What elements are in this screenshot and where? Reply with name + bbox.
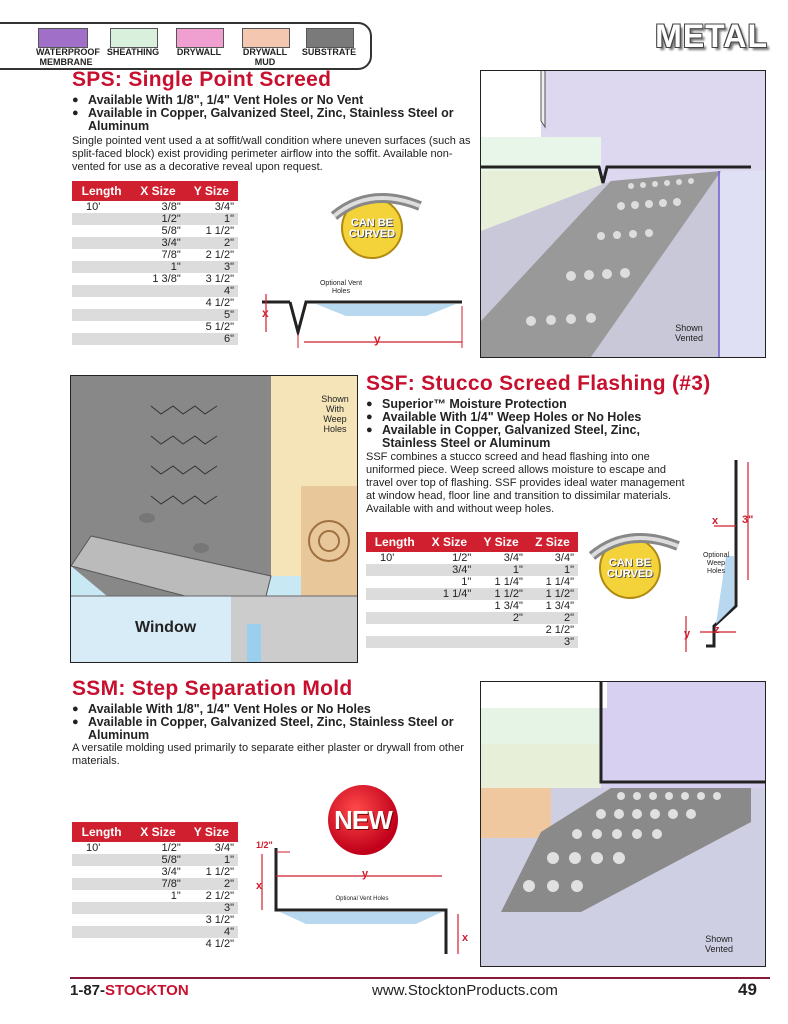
table-row bbox=[366, 552, 578, 564]
column-header: X Size bbox=[423, 532, 475, 552]
table-cell bbox=[131, 297, 185, 309]
table-row bbox=[72, 866, 238, 878]
page-number: 49 bbox=[738, 980, 757, 999]
table-cell: 1 1/2" bbox=[205, 866, 234, 878]
table-cell: 1 1/4" bbox=[545, 576, 574, 588]
footer-phone-prefix: 1-87- bbox=[70, 982, 106, 999]
table-row bbox=[72, 914, 238, 926]
footer-phone-word: STOCKTON bbox=[105, 982, 189, 999]
ssf-height-label: 3" bbox=[742, 514, 754, 526]
table-cell: 1" bbox=[131, 261, 185, 273]
table-cell bbox=[366, 636, 423, 648]
table-row bbox=[72, 321, 238, 333]
table-cell: 3/4" bbox=[503, 552, 523, 564]
table-cell bbox=[72, 285, 131, 297]
table-cell bbox=[72, 866, 131, 878]
ssf-photo-caption: Shown With Weep Holes bbox=[321, 394, 349, 434]
table-cell bbox=[366, 564, 423, 576]
table-cell bbox=[72, 333, 131, 345]
table-cell bbox=[72, 878, 131, 890]
ssf-y-label: y bbox=[684, 628, 691, 640]
table-row bbox=[72, 213, 238, 225]
table-cell bbox=[366, 588, 423, 600]
ssf-window-label: Window bbox=[135, 619, 197, 636]
can-be-curved-label: CAN BE CURVED bbox=[606, 557, 654, 580]
legend-swatch-waterproof bbox=[38, 28, 88, 48]
ssm-bullets bbox=[72, 703, 472, 742]
table-row bbox=[72, 842, 238, 854]
table-row bbox=[72, 938, 238, 950]
table-cell: 2" bbox=[527, 612, 578, 624]
table-cell: 2 1/2" bbox=[545, 624, 574, 636]
ssm-vent-label: Optional Vent Holes bbox=[335, 896, 389, 902]
table-cell: 1" bbox=[185, 854, 238, 866]
table-row bbox=[72, 878, 238, 890]
table-cell: 3/4" bbox=[214, 842, 234, 854]
legend-swatch-drywall bbox=[176, 28, 224, 48]
table-cell: 1 1/2" bbox=[475, 588, 527, 600]
sps-spec-table bbox=[72, 181, 238, 345]
table-cell: 3/4" bbox=[161, 866, 181, 878]
table-cell bbox=[72, 938, 131, 950]
table-row bbox=[366, 612, 578, 624]
table-cell bbox=[475, 636, 527, 648]
table-row bbox=[366, 624, 578, 636]
table-cell: 3/4" bbox=[214, 201, 234, 213]
ssm-spec-table bbox=[72, 822, 238, 950]
table-cell: 2 1/2" bbox=[205, 890, 234, 902]
column-header: Z Size bbox=[527, 532, 578, 552]
column-header: X Size bbox=[131, 822, 185, 842]
sps-bullet: ● Available With 1/8", 1/4" Vent Holes or No Vent bbox=[72, 94, 472, 107]
table-header-row bbox=[72, 822, 238, 842]
ssf-z-label: z bbox=[714, 624, 720, 636]
table-cell: 1/2" bbox=[452, 552, 472, 564]
sps-bullets bbox=[72, 94, 472, 133]
table-row bbox=[72, 201, 238, 213]
legend-label-drywall: DRYWALL bbox=[176, 47, 222, 57]
column-header: Length bbox=[366, 532, 423, 552]
table-cell bbox=[423, 624, 475, 636]
table-cell: 4" bbox=[185, 285, 238, 297]
sps-bullet: ● Available in Copper, Galvanized Steel, Zinc, Stainless Steel or Aluminum bbox=[72, 107, 472, 133]
table-cell: 5 1/2" bbox=[205, 321, 234, 333]
table-row bbox=[72, 273, 238, 285]
table-row bbox=[72, 902, 238, 914]
table-cell bbox=[131, 914, 185, 926]
table-row bbox=[72, 926, 238, 938]
table-cell: 1 1/4" bbox=[494, 576, 523, 588]
ssm-top-label: 1/2" bbox=[256, 840, 273, 850]
table-cell: 10' bbox=[380, 552, 395, 564]
can-be-curved-badge bbox=[598, 536, 660, 598]
ssm-bullet: ● Available in Copper, Galvanized Steel, Zinc, Stainless Steel or Aluminum bbox=[72, 716, 472, 742]
table-cell bbox=[72, 297, 131, 309]
footer-divider bbox=[70, 977, 770, 979]
table-cell: 6" bbox=[185, 333, 238, 345]
ssf-bullets bbox=[366, 398, 686, 450]
table-cell bbox=[423, 600, 475, 612]
table-cell bbox=[366, 612, 423, 624]
table-cell: 3/8" bbox=[161, 201, 181, 213]
table-row bbox=[366, 564, 578, 576]
table-header-row bbox=[366, 532, 578, 552]
sps-y-label: y bbox=[374, 332, 381, 346]
sps-photo-caption: Shown Vented bbox=[674, 323, 704, 343]
table-cell: 5/8" bbox=[161, 225, 181, 237]
table-cell bbox=[366, 624, 423, 636]
table-cell: 10' bbox=[86, 842, 101, 854]
table-cell bbox=[72, 854, 131, 866]
table-row bbox=[72, 249, 238, 261]
table-cell: 7/8" bbox=[131, 878, 185, 890]
table-row bbox=[72, 297, 238, 309]
table-cell bbox=[72, 926, 131, 938]
table-cell: 3/4" bbox=[423, 564, 475, 576]
table-cell bbox=[131, 902, 185, 914]
can-be-curved-label: CAN BE CURVED bbox=[348, 217, 396, 240]
table-cell: 3 1/2" bbox=[205, 914, 234, 926]
table-cell: 1 1/2" bbox=[205, 225, 234, 237]
material-legend bbox=[0, 22, 372, 70]
ssm-title: SSM: Step Separation Mold bbox=[72, 677, 353, 700]
table-cell bbox=[131, 333, 185, 345]
ssf-bullet: ● Superior™ Moisture Protection bbox=[366, 398, 686, 411]
table-cell bbox=[72, 249, 131, 261]
table-cell bbox=[131, 321, 185, 333]
sps-title: SPS: Single Point Screed bbox=[72, 68, 332, 91]
table-header-row bbox=[72, 181, 238, 201]
column-header: Y Size bbox=[185, 822, 238, 842]
table-cell bbox=[423, 636, 475, 648]
ssf-x-label: x bbox=[712, 515, 719, 527]
table-cell bbox=[72, 902, 131, 914]
ssf-spec-table bbox=[366, 532, 578, 648]
legend-swatch-sheathing bbox=[110, 28, 158, 48]
legend-swatch-drywall-mud bbox=[242, 28, 290, 48]
table-cell: 1" bbox=[475, 564, 527, 576]
table-cell bbox=[131, 938, 185, 950]
table-row bbox=[72, 285, 238, 297]
table-row bbox=[72, 890, 238, 902]
table-cell: 1 3/4" bbox=[545, 600, 574, 612]
ssm-x2-label: x bbox=[462, 932, 469, 944]
table-cell bbox=[366, 576, 423, 588]
ssf-vent-label: Optional Weep Holes bbox=[702, 552, 730, 575]
table-row bbox=[366, 600, 578, 612]
table-cell: 1" bbox=[170, 890, 181, 902]
table-cell bbox=[72, 273, 131, 285]
table-row bbox=[72, 309, 238, 321]
table-cell: 10' bbox=[86, 201, 101, 213]
table-row bbox=[72, 333, 238, 345]
sps-x-label: x bbox=[262, 306, 269, 320]
table-cell: 1 3/8" bbox=[152, 273, 181, 285]
legend-label-substrate: SUBSTRATE bbox=[301, 47, 357, 57]
column-header: Length bbox=[72, 181, 131, 201]
table-cell bbox=[72, 309, 131, 321]
table-cell bbox=[475, 624, 527, 636]
table-cell: 3/4" bbox=[554, 552, 574, 564]
table-cell: 1 1/2" bbox=[527, 588, 578, 600]
table-cell: 1/2" bbox=[161, 842, 181, 854]
column-header: Y Size bbox=[185, 181, 238, 201]
table-cell: 1 3/4" bbox=[494, 600, 523, 612]
table-cell: 3" bbox=[185, 902, 238, 914]
table-cell bbox=[72, 225, 131, 237]
new-badge: NEW bbox=[328, 785, 398, 855]
table-cell: 1" bbox=[185, 213, 238, 225]
table-row bbox=[366, 588, 578, 600]
category-title: METAL bbox=[655, 18, 768, 54]
table-row bbox=[366, 636, 578, 648]
table-cell: 2" bbox=[185, 878, 238, 890]
table-cell: 5/8" bbox=[131, 854, 185, 866]
table-row bbox=[72, 237, 238, 249]
ssm-x-label: x bbox=[256, 880, 263, 892]
table-row bbox=[72, 225, 238, 237]
ssm-install-illustration bbox=[480, 681, 766, 967]
table-cell: 5" bbox=[185, 309, 238, 321]
table-cell: 3" bbox=[527, 636, 578, 648]
sps-description: Single pointed vent used a at soffit/wall condition where uneven surfaces (such as split-faced block) exist providing perimeter airflow into the soffit. Available non-vented for use as a decorative reveal upon request. bbox=[72, 135, 471, 173]
ssf-bullet: ● Available With 1/4" Weep Holes or No Holes bbox=[366, 411, 686, 424]
table-cell bbox=[131, 285, 185, 297]
table-cell: 1/2" bbox=[131, 213, 185, 225]
legend-label-drywall-mud: DRYWALL MUD bbox=[242, 47, 288, 67]
table-row bbox=[72, 854, 238, 866]
table-cell: 1" bbox=[527, 564, 578, 576]
legend-label-waterproof: WATERPROOF MEMBRANE bbox=[36, 47, 100, 67]
table-cell bbox=[72, 237, 131, 249]
table-cell bbox=[366, 600, 423, 612]
table-cell: 3 1/2" bbox=[205, 273, 234, 285]
ssf-install-illustration bbox=[70, 375, 358, 663]
table-cell: 1 1/4" bbox=[423, 588, 475, 600]
can-be-curved-badge bbox=[340, 196, 402, 258]
legend-label-sheathing: SHEATHING bbox=[106, 47, 160, 57]
table-cell bbox=[72, 321, 131, 333]
table-cell: 2 1/2" bbox=[205, 249, 234, 261]
sps-vent-label: Optional Vent Holes bbox=[319, 280, 363, 295]
footer-website[interactable]: www.StocktonProducts.com bbox=[372, 982, 558, 999]
table-cell bbox=[72, 261, 131, 273]
ssm-y-label: y bbox=[362, 868, 369, 880]
table-cell: 3" bbox=[185, 261, 238, 273]
table-cell bbox=[131, 309, 185, 321]
ssf-description: SSF combines a stucco screed and head flashing into one uniformed piece. Weep screed allows moisture to escape and travel over top of flashing. SSF provides ideal water management at window head, floor line and transition to dissimilar materials. Available with and without weep holes. bbox=[366, 451, 685, 515]
column-header: Y Size bbox=[475, 532, 527, 552]
table-cell bbox=[72, 914, 131, 926]
table-row bbox=[72, 261, 238, 273]
ssm-description: A versatile molding used primarily to separate either plaster or drywall from other materials. bbox=[72, 742, 464, 767]
table-cell: 4" bbox=[185, 926, 238, 938]
ssm-photo-caption: Shown Vented bbox=[704, 934, 734, 954]
table-row bbox=[366, 576, 578, 588]
table-cell: 7/8" bbox=[161, 249, 181, 261]
table-cell: 4 1/2" bbox=[205, 938, 234, 950]
table-cell: 1" bbox=[461, 576, 472, 588]
legend-swatch-substrate bbox=[306, 28, 354, 48]
column-header: Length bbox=[72, 822, 131, 842]
column-header: X Size bbox=[131, 181, 185, 201]
table-cell bbox=[131, 926, 185, 938]
table-cell bbox=[72, 890, 131, 902]
table-cell: 3/4" bbox=[131, 237, 185, 249]
ssf-bullet: ● Available in Copper, Galvanized Steel, Zinc, Stainless Steel or Aluminum bbox=[366, 424, 686, 450]
ssf-title: SSF: Stucco Screed Flashing (#3) bbox=[366, 372, 711, 395]
sps-install-illustration bbox=[480, 70, 766, 358]
table-cell bbox=[72, 213, 131, 225]
footer-phone bbox=[70, 982, 189, 999]
table-cell: 4 1/2" bbox=[205, 297, 234, 309]
table-cell: 2" bbox=[185, 237, 238, 249]
table-cell: 2" bbox=[475, 612, 527, 624]
table-cell bbox=[423, 612, 475, 624]
ssm-bullet: ● Available With 1/8", 1/4" Vent Holes or No Holes bbox=[72, 703, 472, 716]
